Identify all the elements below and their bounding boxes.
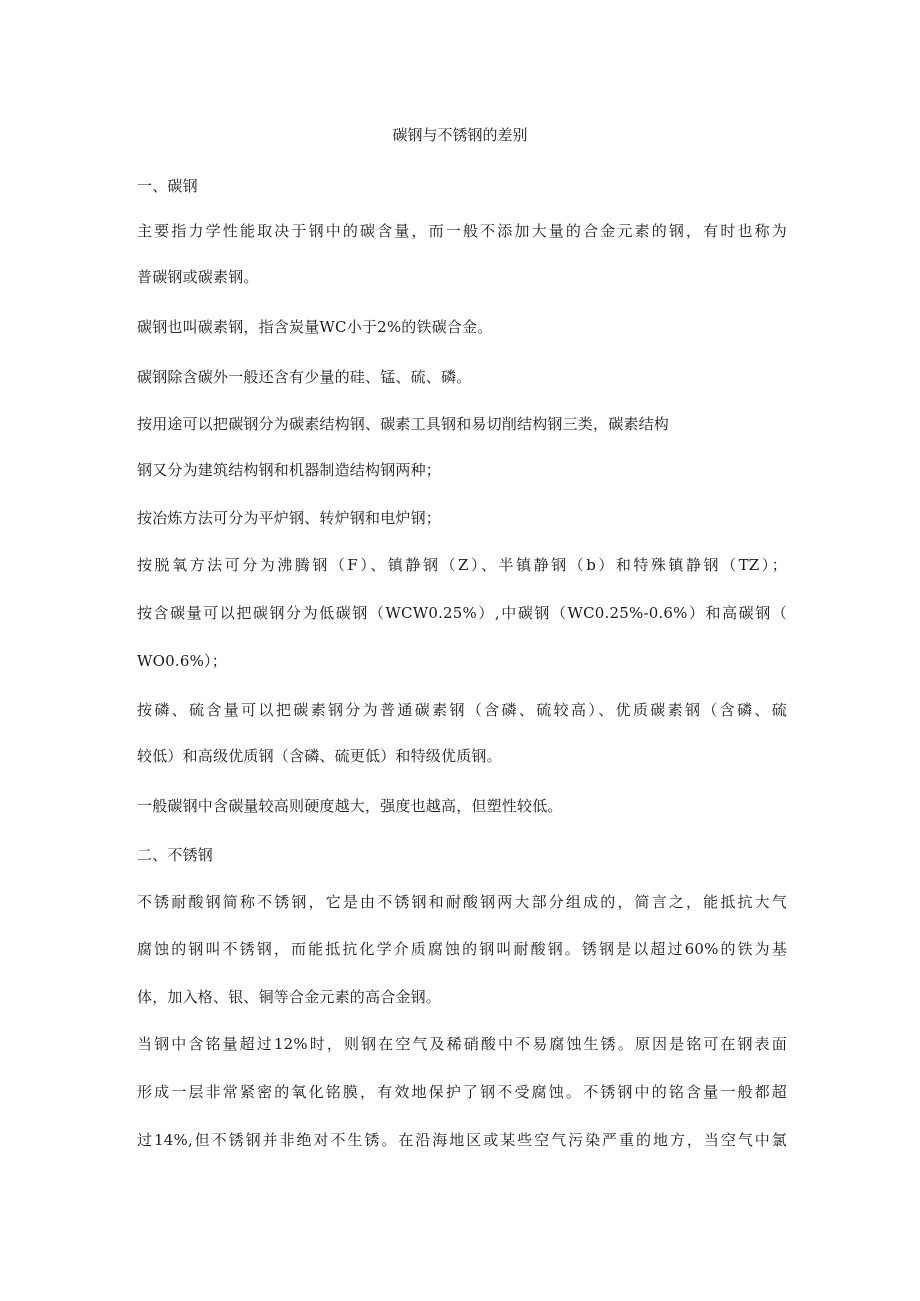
paragraph-line: 腐蚀的钢叫不锈钢，而能抵抗化学介质腐蚀的钢叫耐酸钢。锈钢是以超过60%的铁为基 [137, 940, 787, 958]
paragraph-line: 不锈耐酸钢简称不锈钢，它是由不锈钢和耐酸钢两大部分组成的，简言之，能抵抗大气 [137, 893, 787, 911]
paragraph-line: 按含碳量可以把碳钢分为低碳钢（WCW0.25%）,中碳钢（WC0.25%-0.6%）和高碳钢（ [137, 604, 787, 622]
paragraph-line: 主要指力学性能取决于钢中的碳含量，而一般不添加大量的合金元素的钢，有时也称为 [137, 222, 787, 240]
paragraph-line: 普碳钢或碳素钢。 [137, 268, 259, 286]
paragraph-line: 当钢中含铭量超过12%时，则钢在空气及稀硝酸中不易腐蚀生锈。原因是铭可在钢表面 [137, 1035, 787, 1053]
paragraph-line: 过14%,但不锈钢并非绝对不生锈。在沿海地区或某些空气污染严重的地方，当空气中氯 [137, 1131, 787, 1149]
paragraph-line: 较低）和高级优质钢（含磷、硫更低）和特级优质钢。 [137, 747, 502, 765]
paragraph-line: 按磷、硫含量可以把碳素钢分为普通碳素钢（含磷、硫较高）、优质碳素钢（含磷、硫 [137, 701, 787, 719]
paragraph-line: 一般碳钢中含碳量较高则硬度越大，强度也越高，但塑性较低。 [137, 797, 563, 815]
paragraph-line: 碳钢除含碳外一般还含有少量的硅、锰、硫、磷。 [137, 368, 472, 386]
section-heading-carbon-steel: 一、碳钢 [137, 177, 198, 195]
paragraph-line: WO0.6%）； [137, 652, 227, 670]
page-title: 碳钢与不锈钢的差别 [392, 126, 528, 144]
paragraph-line: 按用途可以把碳钢分为碳素结构钢、碳素工具钢和易切削结构钢三类，碳素结构 [137, 415, 670, 433]
paragraph-line: 形成一层非常紧密的氧化铭膜，有效地保护了钢不受腐蚀。不锈钢中的铭含量一般都超 [137, 1083, 787, 1101]
paragraph-line: 体，加入格、银、铜等合金元素的高合金钢。 [137, 988, 442, 1006]
paragraph-line: 按脱氧方法可分为沸腾钢（F）、镇静钢（Z）、半镇静钢（b）和特殊镇静钢（TZ）； [137, 556, 787, 574]
paragraph-line: 碳钢也叫碳素钢，指含炭量WC小于2%的铁碳合金。 [137, 318, 493, 336]
paragraph-line: 按冶炼方法可分为平炉钢、转炉钢和电炉钢； [137, 509, 442, 527]
paragraph-line: 钢又分为建筑结构钢和机器制造结构钢两种； [137, 461, 442, 479]
section-heading-stainless-steel: 二、不锈钢 [137, 846, 214, 864]
